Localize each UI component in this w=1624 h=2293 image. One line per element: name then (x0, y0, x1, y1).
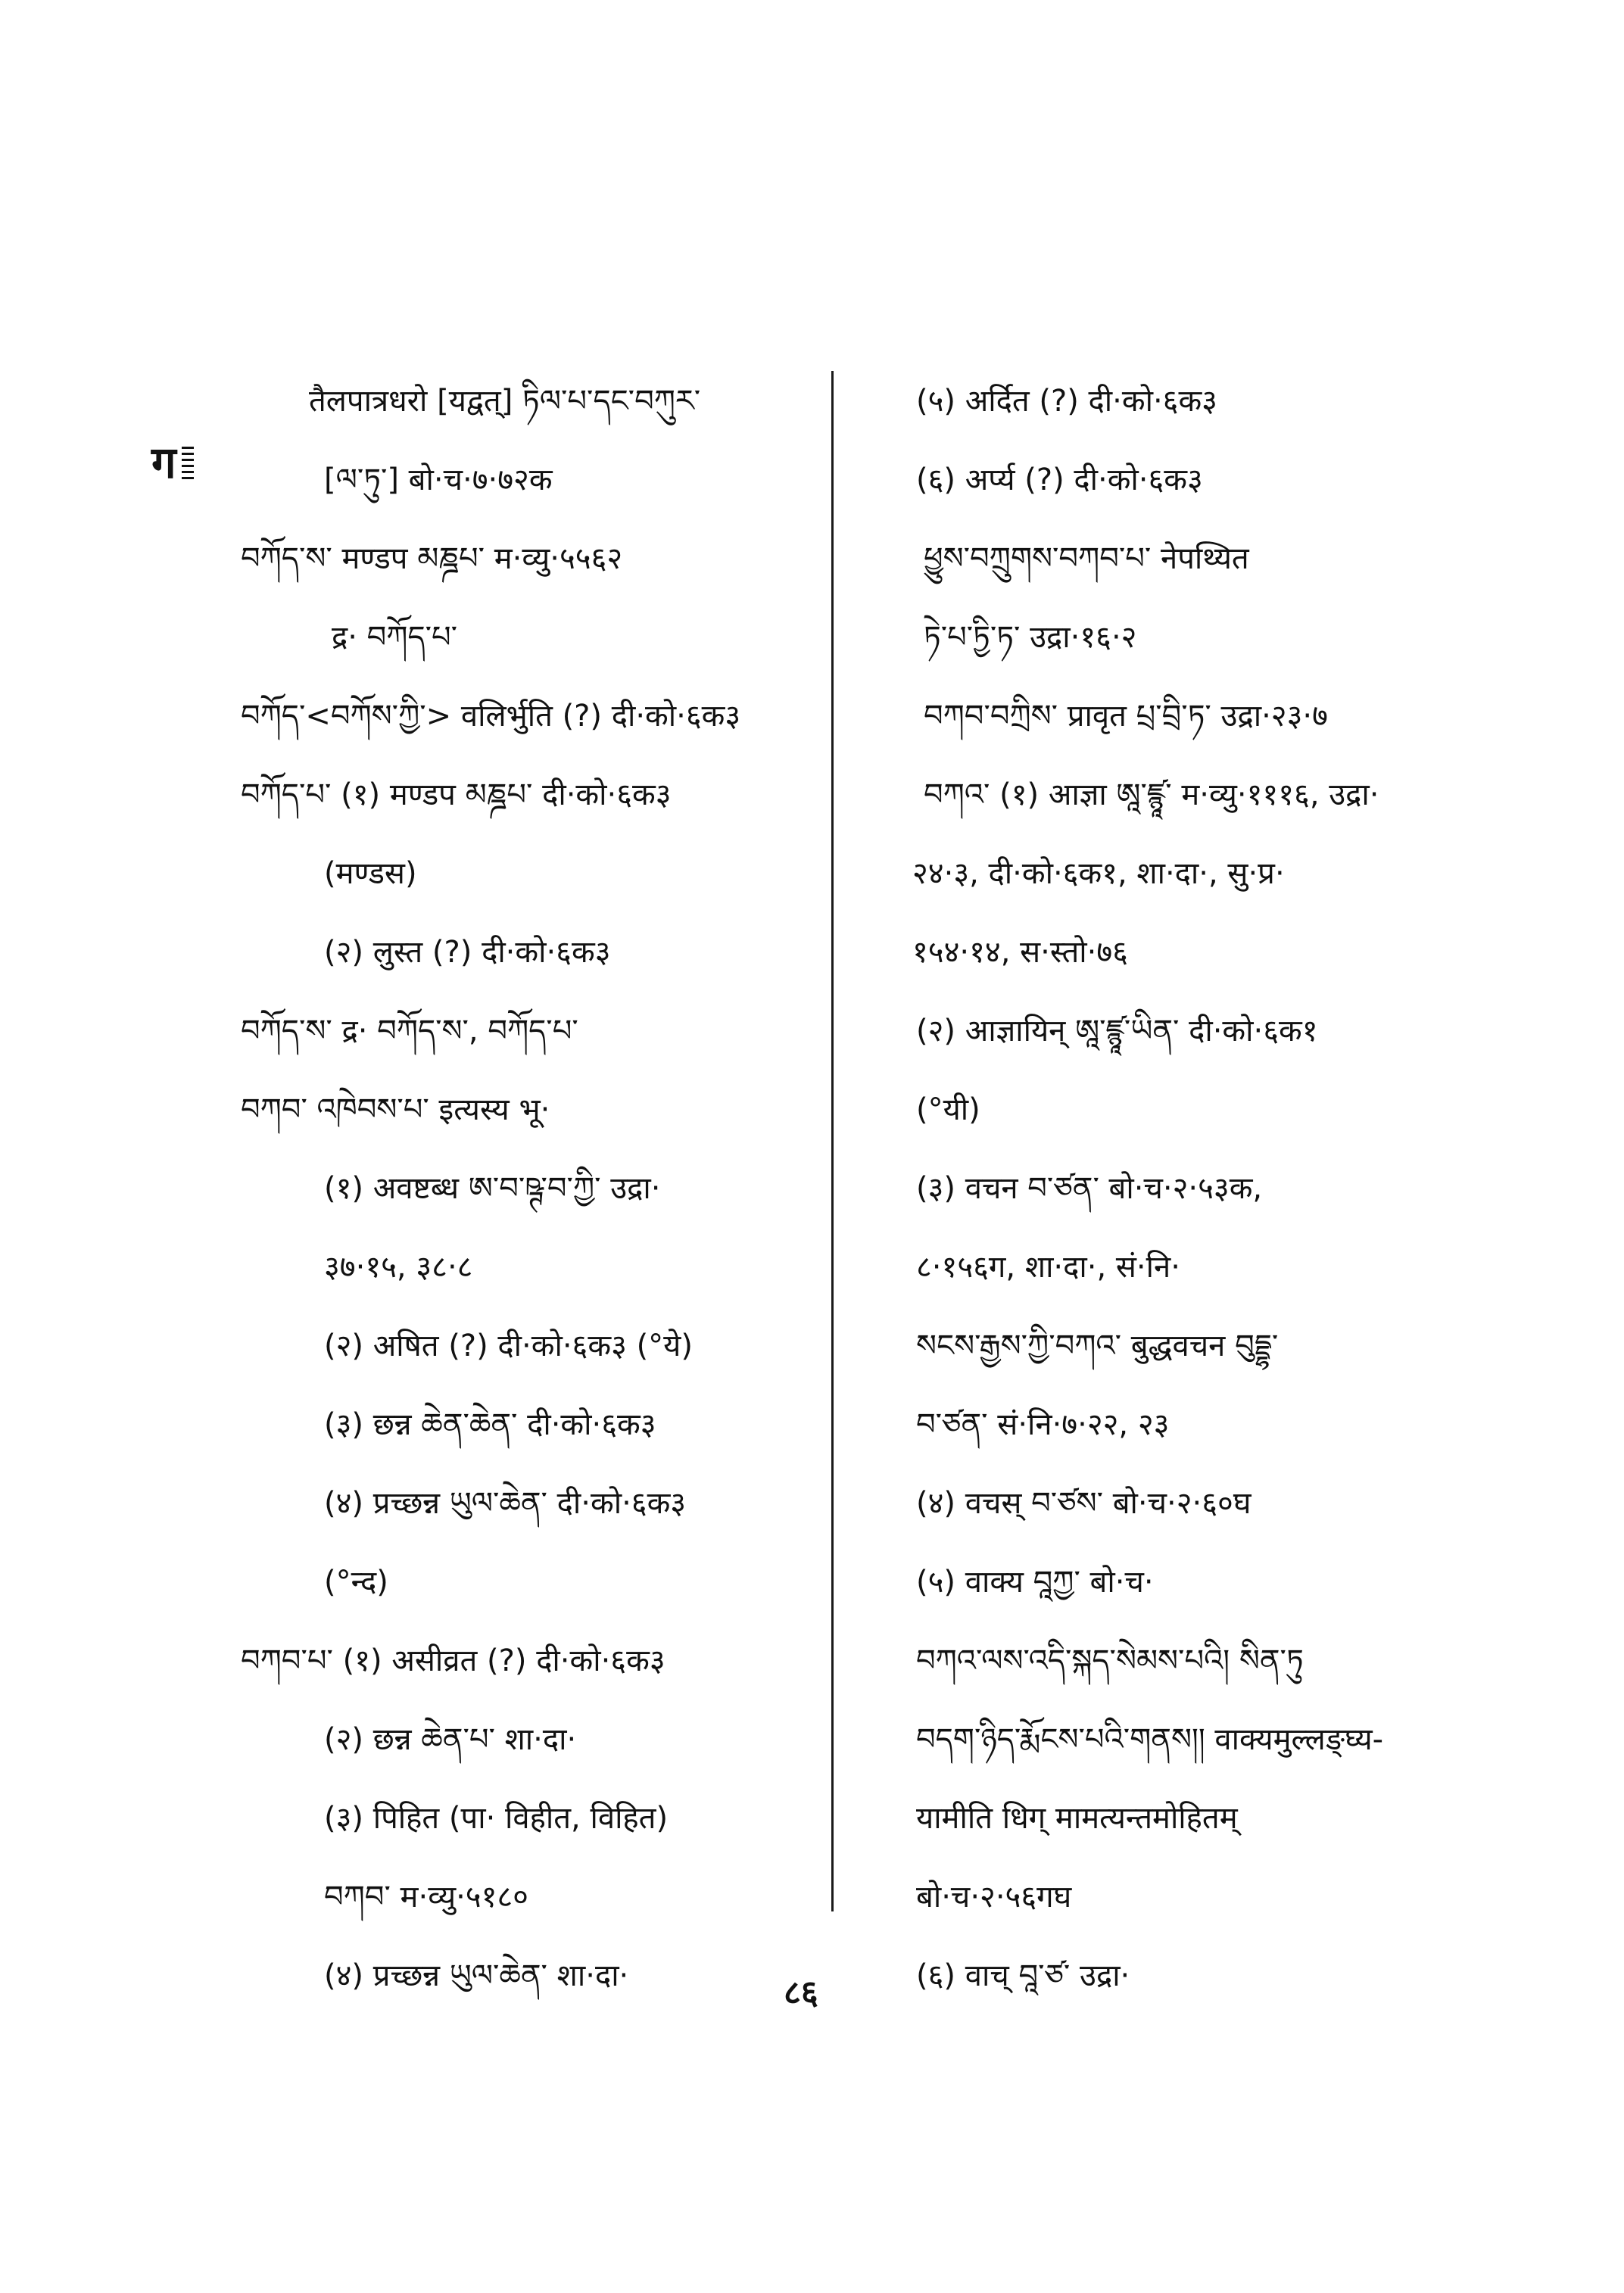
entry-line: བཀབ་ འཁེབས་པ་ इत्यस्य भू· (241, 1092, 550, 1127)
entry-line: १५४·१४, स·स्तो·७६ (912, 935, 1128, 970)
entry-line: བཀའ་ལས་འདི་སྐད་སེམས་པའི། སིན་ཏུ (916, 1643, 1304, 1678)
entry-line: यामीति धिग् मामत्यन्तमोहितम् (916, 1801, 1238, 1836)
entry-line: (५) वाक्य བཱཀྱ་ बो·च· (916, 1565, 1154, 1600)
entry-line: བཀོད་ས་ मण्डप མཎྜཔ་ म·व्यु·५५६२ (241, 541, 623, 576)
entry-line: ཕྱུས་བཀྲུགས་བཀབ་པ་ नेपथ्यित (924, 541, 1249, 576)
side-marker-lines (182, 447, 194, 480)
entry-line: སངས་རྒྱས་ཀྱི་བཀའ་ बुद्धवचन བུདྡྷ་ (916, 1329, 1279, 1363)
right-column (871, 362, 1499, 2015)
entry-line: (३) छन्न ཆེན་ཆེན་ दी·को·६क३ (324, 1407, 656, 1442)
entry-line: བཀབ་པ་ (१) असीव्रत (?) दी·को·६क३ (241, 1643, 665, 1678)
column-divider (831, 371, 834, 1911)
entry-line: (४) प्रच्छन्न ཡུལ་ཆེན་ शा·दा· (324, 1958, 629, 1993)
entry-line: བཀའ་ (१) आज्ञा ཨཱ་ཛྙཱ་ म·व्यु·१११६, उद्रा· (924, 777, 1379, 812)
entry-line: (३) वचन བ་ཙན་ बो·च·२·५३क, (916, 1171, 1263, 1206)
entry-line: ३७·१५, ३८·८ (324, 1250, 473, 1285)
entry-line: (मण्डस) (324, 856, 417, 891)
entry-line: ८·१५६ग, शा·दा·, सं·नि· (916, 1250, 1180, 1285)
entry-line: बो·च·२·५६गघ (916, 1880, 1072, 1914)
left-column (241, 362, 824, 2015)
entry-line: (६) वाच् བཱ་ཙ་ उद्रा· (916, 1958, 1130, 1993)
entry-line: བཀོད་ས་ द्र· བཀོད་ས་, བཀོད་པ་ (241, 1014, 578, 1048)
entry-line: ཏེ་པ་ཏྱི་ཏ་ उद्रा·१६·२ (924, 620, 1137, 655)
entry-line: བཀབ་བཀྲིས་ प्रावृत པྲ་བྲི་ཏ་ उद्रा·२३·७ (924, 699, 1328, 734)
side-marker: ग (151, 437, 176, 488)
entry-line: བདག་ཉིད་རྨོངས་པའི་གནས།། वाक्यमुल्लङ्घ्य- (916, 1722, 1384, 1757)
entry-line: द्र· བཀོད་པ་ (332, 620, 458, 655)
entry-line: (६) अर्प्य (?) दी·को·६क३ (916, 463, 1203, 497)
entry-line: (२) छन्न ཆེན་པ་ शा·दा· (324, 1722, 577, 1757)
entry-line: (२) आज्ञायिन् ཨཱ་ཛྙཱ་ཡིན་ दी·को·६क१ (916, 1014, 1318, 1048)
entry-line: तैलपात्रधरो [यद्वत्] ཏིལ་པ་དང་བཀུར་ (309, 384, 701, 419)
entry-line: བཀབ་ म·व्यु·५१८० (324, 1880, 528, 1914)
entry-line: (५) अर्दित (?) दी·को·६क३ (916, 384, 1217, 419)
entry-line: (२) अषित (?) दी·को·६क३ (°ये) (324, 1329, 693, 1363)
entry-line: བ་ཙན་ सं·नि·७·२२, २३ (916, 1407, 1170, 1442)
entry-line: (°न्द) (324, 1565, 388, 1600)
entry-line: २४·३, दी·को·६क१, शा·दा·, सु·प्र· (912, 856, 1285, 891)
entry-line: (३) पिहित (पा· विहीत, विहित) (324, 1801, 669, 1836)
entry-line: (°यी) (916, 1092, 980, 1127)
entry-line: བཀོད་<བཀོས་ཀྱི་> वलिर्भुति (?) दी·को·६क३ (241, 699, 741, 734)
entry-line: (४) वचस् བ་ཙས་ बो·च·२·६०घ (916, 1486, 1252, 1521)
entry-line: (१) अवष्टब्ध ཨ་བ་ཥྚ་བ་ཀྱི་ उद्रा· (324, 1171, 661, 1206)
entry-line: (४) प्रच्छन्न ཡུལ་ཆེན་ दी·को·६क३ (324, 1486, 687, 1521)
page-number: ८६ (784, 1974, 818, 2012)
entry-line: (२) लुस्त (?) दी·को·६क३ (324, 935, 611, 970)
entry-line: བཀོད་པ་ (१) मण्डप མཎྜཔ་ दी·को·६क३ (241, 777, 672, 812)
entry-line: [ལ་ཏུ་] बो·च·७·७२क (324, 463, 553, 497)
